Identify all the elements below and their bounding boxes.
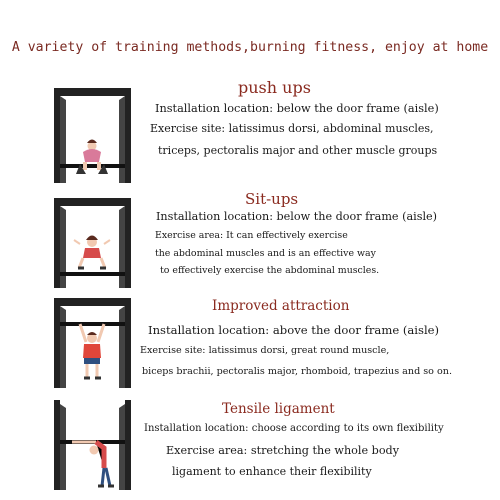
installation-location: Installation location: choose according to its own flexibility <box>144 423 444 434</box>
door-frame-illustration <box>50 298 135 388</box>
exercise-area-continued: ligament to enhance their flexibility <box>172 465 372 478</box>
section-title: Improved attraction <box>212 298 350 314</box>
exercise-area: Exercise area: It can effectively exercise <box>155 230 348 241</box>
section-title: push ups <box>238 78 311 97</box>
installation-location: Installation location: above the door frame (aisle) <box>148 323 440 337</box>
installation-location: Installation location: below the door frame (aisle) <box>156 210 438 223</box>
exercise-area: Exercise area: stretching the whole body <box>166 444 400 457</box>
exercise-site-continued: triceps, pectoralis major and other muscle groups <box>158 144 438 157</box>
exercise-site: Exercise site: latissimus dorsi, abdominal muscles, <box>150 122 434 135</box>
page-headline: A variety of training methods,burning fitness, enjoy at home <box>11 40 489 55</box>
sit-up-figure-icon <box>50 198 135 288</box>
section-push-ups <box>0 78 500 188</box>
section-improved-attraction <box>0 290 500 390</box>
section-tensile-ligament <box>0 395 500 500</box>
stretch-figure-icon <box>50 400 135 490</box>
installation-location: Installation location: below the door frame (aisle) <box>155 102 439 115</box>
exercise-area-continued: to effectively exercise the abdominal muscles. <box>160 265 380 276</box>
exercise-site: Exercise site: latissimus dorsi, great round muscle, <box>140 345 390 356</box>
door-frame-illustration <box>50 88 135 183</box>
section-title: Tensile ligament <box>222 401 335 417</box>
pull-up-figure-icon <box>50 298 135 388</box>
push-up-figure-icon <box>50 88 135 183</box>
exercise-site-continued: biceps brachii, pectoralis major, rhomboid, trapezius and so on. <box>142 366 453 377</box>
door-frame-illustration <box>50 198 135 288</box>
section-sit-ups <box>0 190 500 290</box>
door-frame-illustration <box>50 400 135 490</box>
section-title: Sit-ups <box>245 190 299 208</box>
exercise-area-continued: the abdominal muscles and is an effective way <box>155 248 376 259</box>
